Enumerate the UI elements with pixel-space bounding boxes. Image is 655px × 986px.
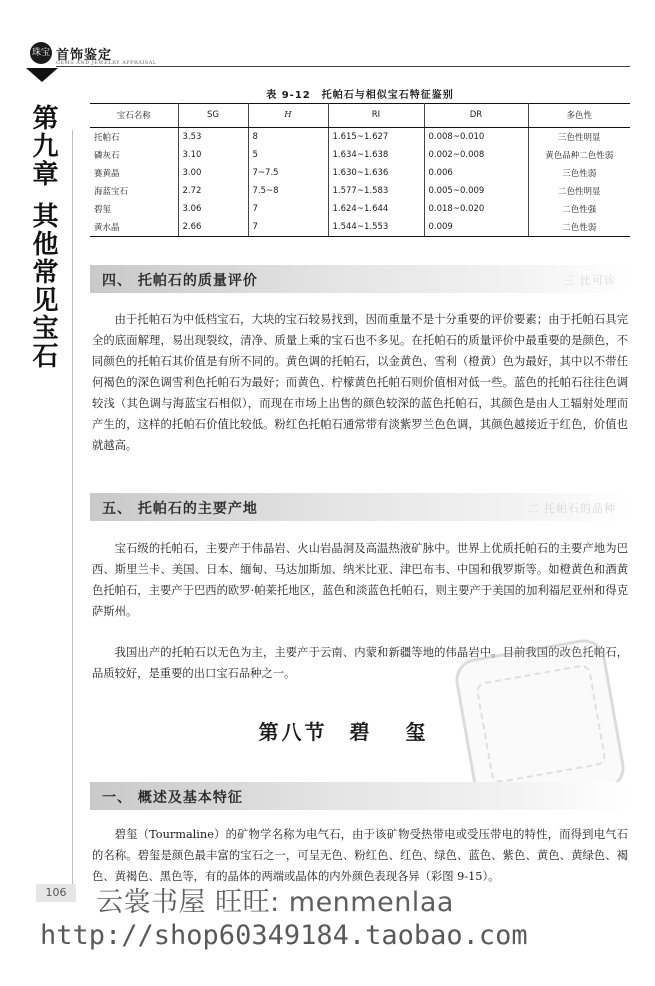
cell-name: 赛黄晶 xyxy=(90,164,178,182)
table-header-row xyxy=(90,104,630,128)
table-row xyxy=(90,182,630,200)
col-header-pleochroism: 多色性 xyxy=(528,104,630,128)
chapter-name: 其他常见宝石 xyxy=(28,202,58,370)
section-8-title: 碧玺 xyxy=(349,720,462,744)
table-caption: 表 9-12 托帕石与相似宝石特征鉴别 xyxy=(266,90,454,101)
cell-ri: 1.615~1.627 xyxy=(328,128,424,147)
section-4-paragraph: 由于托帕石为中低档宝石，大块的宝石较易找到，因而重量不是十分重要的评价要素；由于托帕石具完全的底面解理，易出现裂纹，清净、质量上乘的宝石也不多见。在托帕石的质量评价中最重要的是颜色，不同颜色的托帕石其价值是有所不同的。黄色调的托帕石，以金黄色、雪利（橙黄）色为最好，其中以不带任何褐色的深色调雪利色托帕石为最好；而黄色、柠檬黄色托帕石则价值相对低一些。蓝色的托帕石往往色调较浅（其色调与海蓝宝石相似），而现在市场上出售的颜色较深的蓝色托帕石，其颜色是由人工辐射处理而产生的，这样的托帕石价值比较低。粉红色托帕石通常带有淡紫罗兰色色调，其颜色越接近于红色，价值也就越高。 xyxy=(92,313,628,452)
table-row xyxy=(90,164,630,182)
book-subtitle: GEMS AND JEWELRY APPRAISAL xyxy=(56,60,157,66)
cell-sg: 3.00 xyxy=(178,164,248,182)
cell-ri: 1.544~1.553 xyxy=(328,218,424,237)
cell-sg: 2.66 xyxy=(178,218,248,237)
section-8-heading xyxy=(90,716,630,745)
section-8-1-title: 一、 概述及基本特征 xyxy=(102,790,243,806)
table-row xyxy=(90,200,630,218)
section-4-bar xyxy=(90,265,630,293)
cell-dr: 0.018~0.020 xyxy=(424,200,528,218)
col-header-name: 宝石名称 xyxy=(90,104,178,128)
cell-sg: 3.10 xyxy=(178,146,248,164)
cell-name: 托帕石 xyxy=(90,128,178,147)
cell-name: 碧玺 xyxy=(90,200,178,218)
section-4-title: 四、 托帕石的质量评价 xyxy=(102,273,258,289)
book-title: 首饰鉴定 xyxy=(56,48,113,63)
cell-pleochroism: 二色性明显 xyxy=(557,187,601,197)
section-5-paragraph-1: 宝石级的托帕石，主要产于伟晶岩、火山岩晶洞及高温热液矿脉中。世界上优质托帕石的主要产地为巴西、斯里兰卡、美国、日本、缅甸、马达加斯加、纳米比亚、津巴布韦、中国和俄罗斯等。如橙黄色和酒黄色托帕石，主要产于巴西的欧罗·帕莱托地区，蓝色和淡蓝色托帕石，则主要产于美国的加利福尼亚州和得克萨斯州。 xyxy=(92,542,628,618)
cell-name: 黄水晶 xyxy=(90,218,178,237)
cell-pleochroism: 黄色品种二色性弱 xyxy=(545,151,614,161)
cell-dr: 0.008~0.010 xyxy=(424,128,528,147)
cell-ri: 1.577~1.583 xyxy=(328,182,424,200)
cell-pleochroism: 二色性强 xyxy=(562,205,597,215)
shop-watermark-url: http://shop60349184.taobao.com xyxy=(40,920,528,951)
gem-comparison-table xyxy=(90,103,630,237)
cell-ri: 1.634~1.638 xyxy=(328,146,424,164)
cell-sg: 3.53 xyxy=(178,128,248,147)
cell-pleochroism: 三色性明显 xyxy=(557,133,601,143)
cell-h: 5 xyxy=(248,146,328,164)
cell-dr: 0.002~0.008 xyxy=(424,146,528,164)
cell-h: 7.5~8 xyxy=(248,182,328,200)
section-8-label: 第八节 xyxy=(258,720,328,744)
section-8-1-bar xyxy=(90,782,630,810)
table-row xyxy=(90,218,630,237)
cell-sg: 2.72 xyxy=(178,182,248,200)
col-header-ri: RI xyxy=(328,104,424,128)
col-header-sg: SG xyxy=(178,104,248,128)
section-5-bar xyxy=(90,493,630,521)
table-row xyxy=(90,128,630,147)
cell-sg: 3.06 xyxy=(178,200,248,218)
shop-watermark-line-1: 云裳书屋 旺旺: menmenlaa xyxy=(96,887,454,918)
cell-h: 7 xyxy=(248,200,328,218)
cell-dr: 0.006 xyxy=(424,164,528,182)
header-ornament-icon xyxy=(26,68,58,82)
section-8-1-paragraph: 碧玺（Tourmaline）的矿物学名称为电气石，由于该矿物受热带电或受压带电的特性，而得到电气石的名称。碧玺是颜色最丰富的宝石之一，可呈无色、粉红色、红色、绿色、蓝色、紫色、黄色、黄绿色、褐色、黄褐色、黑色等，有的晶体的两端或晶体的内外颜色表现各异（彩图 9-15）。 xyxy=(92,828,628,883)
table-row xyxy=(90,146,630,164)
cell-h: 7~7.5 xyxy=(248,164,328,182)
cell-dr: 0.009 xyxy=(424,218,528,237)
cell-ri: 1.624~1.644 xyxy=(328,200,424,218)
chapter-number: 第九章 xyxy=(28,104,58,188)
cell-name: 海蓝宝石 xyxy=(90,182,178,200)
cell-name: 磷灰石 xyxy=(90,146,178,164)
publisher-logo: 珠宝 xyxy=(30,42,52,64)
col-header-dr: DR xyxy=(424,104,528,128)
header-rule xyxy=(56,66,630,67)
side-divider xyxy=(72,130,73,890)
section-5-title: 五、 托帕石的主要产地 xyxy=(102,501,258,517)
cell-h: 7 xyxy=(248,218,328,237)
col-header-h: H xyxy=(248,104,328,128)
cell-h: 8 xyxy=(248,128,328,147)
section-5-paragraph-2: 我国出产的托帕石以无色为主，主要产于云南、内蒙和新疆等地的伟晶岩中。目前我国的改色托帕石，品质较好，是重要的出口宝石品种之一。 xyxy=(92,646,628,680)
cell-dr: 0.005~0.009 xyxy=(424,182,528,200)
page-number: 106 xyxy=(36,884,76,902)
cell-ri: 1.630~1.636 xyxy=(328,164,424,182)
chapter-title xyxy=(22,104,62,370)
section-4-ghost-text: 三 比可诊 xyxy=(563,274,616,287)
cell-pleochroism: 二色性弱 xyxy=(528,218,630,237)
cell-pleochroism: 三色性弱 xyxy=(562,169,597,179)
section-5-ghost-text: 二 托帕石的品种 xyxy=(527,502,616,515)
